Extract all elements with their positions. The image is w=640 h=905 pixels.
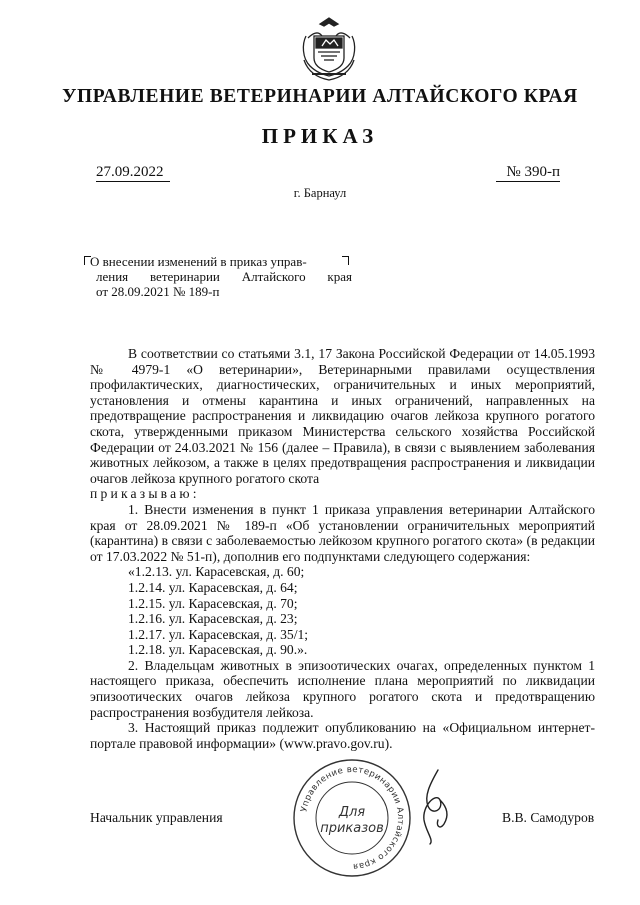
list-item: 1.2.17. ул. Карасевская, д. 35/1; <box>128 626 309 642</box>
list-item: «1.2.13. ул. Карасевская, д. 60; <box>128 564 305 580</box>
coat-of-arms-emblem <box>292 14 366 84</box>
document-city: г. Барнаул <box>293 186 347 200</box>
list-item: 1.2.14. ул. Карасевская, д. 64; <box>128 579 298 595</box>
order-item-1: 1. Внести изменения в пункт 1 приказа управления ветеринарии Алтайского края от 28.09.2021 № 189-п «Об установлении ограничительных мероприятий (карантина) в связи с заболеваемостью лейкозом крупного рогатого скота» (в редакции от 17.03.2022 № 51-п), дополнив его подпунктами следующего содержания: <box>90 501 595 564</box>
organization-title: УПРАВЛЕНИЕ ВЕТЕРИНАРИИ АЛТАЙСКОГО КРАЯ <box>62 86 578 107</box>
list-item: 1.2.18. ул. Карасевская, д. 90.». <box>128 642 308 658</box>
document-date: 27.09.2022 <box>96 163 170 182</box>
document-number: № 390-п <box>496 163 560 182</box>
subject-line-3: от 28.09.2021 № 189-п <box>96 284 220 299</box>
handwritten-signature <box>410 766 456 846</box>
order-item-2: 2. Владельцам животных в эпизоотических очагах, определенных пунктом 1 настоящего приказа, обеспечить исполнение плана мероприятий по ликвидации эпизоотических очагов лейкоза крупного рогатого скота и предотвращению распространения возбудителя лейкоза. <box>90 657 595 720</box>
round-stamp <box>290 756 414 880</box>
signer-name: В.В. Самодуров <box>502 810 595 825</box>
document-subject <box>90 254 352 299</box>
subject-line-1: О внесении изменений в приказ управ- <box>90 254 307 269</box>
list-item: 1.2.15. ул. Карасевская, д. 70; <box>128 595 298 611</box>
document-body <box>90 346 595 751</box>
order-word: приказываю: <box>90 486 200 502</box>
signer-position: Начальник управления <box>90 810 223 825</box>
stamp-center-line-2: приказов <box>320 821 384 836</box>
subject-line-2: ления ветеринарии Алтайского края <box>96 269 352 284</box>
order-item-3: 3. Настоящий приказ подлежит опубликованию на «Официальном интернет-портале правовой информации» (www.pravo.gov.ru). <box>90 720 595 751</box>
list-item: 1.2.16. ул. Карасевская, д. 23; <box>128 611 298 627</box>
stamp-center-line-1: Для <box>338 805 366 820</box>
stamp-ring-text: Управление ветеринарии Алтайского края <box>299 764 406 872</box>
preamble-paragraph: В соответствии со статьями 3.1, 17 Закона Российской Федерации от 14.05.1993 № 4979-1 «О ветеринарии», Ветеринарными правилами осуществления профилактических, диагностических, ограничительных и иных мероприятий, установления и отмены карантина и иных ограничений, направленных на предотвращение распространения и ликвидацию очагов лейкоза крупного рогатого скота, утвержденными приказом Министерства сельского хозяйства Российской Федерации от 24.03.2021 № 156 (далее – Правила), в связи с выявлением заболевания животных лейкозом, а также в целях предотвращения распространения и ликвидации очагов лейкоза крупного рогатого скота <box>90 346 595 486</box>
document-type-title: ПРИКАЗ <box>261 124 379 148</box>
